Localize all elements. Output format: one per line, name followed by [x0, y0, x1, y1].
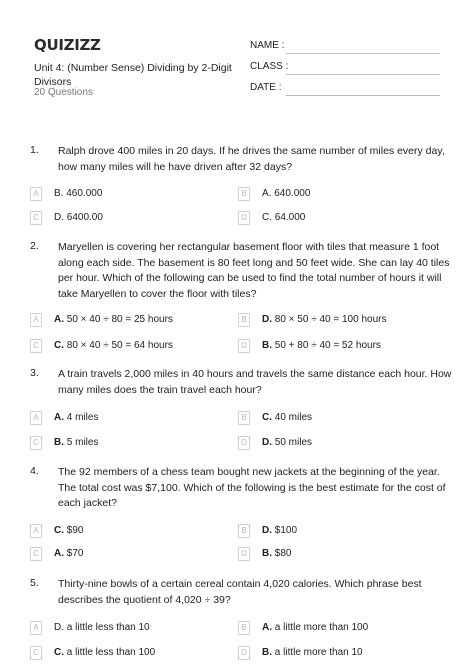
- option-text: B. $80: [262, 548, 292, 559]
- option-text: B. 460.000: [54, 188, 103, 199]
- option-text: A. $70: [54, 548, 84, 559]
- option-letter-box: B: [238, 313, 250, 327]
- date-label: DATE :: [250, 82, 282, 93]
- option-text: D. 80 × 50 ÷ 40 = 100 hours: [262, 314, 387, 325]
- option-letter-box: B: [238, 187, 250, 201]
- question-number: 4.: [30, 465, 39, 477]
- worksheet-header: [0, 0, 474, 112]
- question-text: Thirty-nine bowls of a certain cereal contain 4,020 calories. Which phrase best describes the quotient of 4,020 ÷ 39?: [58, 578, 422, 606]
- option-text: C. $90: [54, 525, 84, 536]
- question-count: 20 Questions: [34, 87, 93, 98]
- option-text: B. a little more than 10: [262, 647, 363, 658]
- option-letter-box: D: [238, 547, 250, 561]
- question-number: 5.: [30, 577, 39, 589]
- q4-option-d[interactable]: [238, 547, 418, 561]
- option-letter-box: C: [30, 646, 42, 660]
- option-letter-box: D: [238, 211, 250, 225]
- option-letter-box: D: [238, 646, 250, 660]
- q5-option-b[interactable]: [238, 621, 418, 635]
- option-text: C. 80 × 40 ÷ 50 = 64 hours: [54, 340, 173, 351]
- class-label: CLASS :: [250, 61, 289, 72]
- question-text: Maryellen is covering her rectangular basement floor with tiles that measure 1 foot along each side. The basement is 80 feet long and 50 feet wide. She can lay 40 tiles per hour. Which of the following can be used to find the total number of hours it will take Maryellen to cover the floor with tiles?: [58, 241, 450, 300]
- option-letter-box: D: [238, 436, 250, 450]
- q1-option-c[interactable]: [30, 211, 210, 225]
- option-text: A. 640.000: [262, 188, 311, 199]
- q1-option-b[interactable]: [238, 187, 418, 201]
- q3-option-d[interactable]: [238, 436, 418, 450]
- option-letter-box: C: [30, 436, 42, 450]
- option-text: D. 50 miles: [262, 437, 313, 448]
- option-letter-box: A: [30, 621, 42, 635]
- name-field[interactable]: [250, 40, 440, 54]
- class-field[interactable]: [250, 61, 440, 75]
- question-number: 1.: [30, 144, 39, 156]
- option-text: D. a little less than 10: [54, 622, 150, 633]
- option-text: C. a little less than 100: [54, 647, 156, 658]
- question-text: Ralph drove 400 miles in 20 days. If he drives the same number of miles every day, how many miles will he have driven after 32 days?: [58, 145, 445, 173]
- question-text: A train travels 2,000 miles in 40 hours and travels the same distance each hour. How many miles does the train travel each hour?: [58, 368, 452, 396]
- q3-option-c[interactable]: [30, 436, 210, 450]
- option-letter-box: A: [30, 411, 42, 425]
- question-text: The 92 members of a chess team bought new jackets at the beginning of the year. The total cost was $7,100. Which of the following is the best estimate for the cost of each jacket?: [58, 466, 446, 509]
- q2-option-c[interactable]: [30, 339, 210, 353]
- name-label: NAME :: [250, 40, 285, 51]
- q1-option-a[interactable]: [30, 187, 210, 201]
- option-letter-box: C: [30, 211, 42, 225]
- option-text: B. 50 + 80 ÷ 40 = 52 hours: [262, 340, 381, 351]
- option-text: C. 40 miles: [262, 412, 313, 423]
- q5-option-d[interactable]: [238, 646, 418, 660]
- option-letter-box: C: [30, 339, 42, 353]
- q5-option-a[interactable]: [30, 621, 210, 635]
- name-line[interactable]: [286, 53, 440, 54]
- worksheet-title: Unit 4: (Number Sense) Dividing by 2-Digit Divisors: [34, 62, 232, 88]
- q3-option-a[interactable]: [30, 411, 210, 425]
- option-text: D. 6400.00: [54, 212, 103, 223]
- option-letter-box: C: [30, 547, 42, 561]
- q4-option-c[interactable]: [30, 547, 210, 561]
- q5-option-c[interactable]: [30, 646, 210, 660]
- option-text: D. $100: [262, 525, 298, 536]
- option-text: C. 64.000: [262, 212, 306, 223]
- option-letter-box: A: [30, 524, 42, 538]
- class-line[interactable]: [286, 74, 440, 75]
- q3-option-b[interactable]: [238, 411, 418, 425]
- date-line[interactable]: [286, 95, 440, 96]
- option-letter-box: B: [238, 621, 250, 635]
- option-text: B. 5 miles: [54, 437, 99, 448]
- option-letter-box: A: [30, 187, 42, 201]
- q1-option-d[interactable]: [238, 211, 418, 225]
- question-number: 2.: [30, 240, 39, 252]
- q4-option-b[interactable]: [238, 524, 418, 538]
- q2-option-a[interactable]: [30, 313, 210, 327]
- option-text: A. a little more than 100: [262, 622, 369, 633]
- question-number: 3.: [30, 367, 39, 379]
- option-letter-box: B: [238, 524, 250, 538]
- q4-option-a[interactable]: [30, 524, 210, 538]
- date-field[interactable]: [250, 82, 440, 96]
- option-letter-box: D: [238, 339, 250, 353]
- q2-option-d[interactable]: [238, 339, 418, 353]
- option-text: A. 4 miles: [54, 412, 99, 423]
- option-letter-box: B: [238, 411, 250, 425]
- option-letter-box: A: [30, 313, 42, 327]
- option-text: A. 50 × 40 ÷ 80 = 25 hours: [54, 314, 173, 325]
- quizizz-logo: QUIZIZZ: [34, 36, 101, 54]
- q2-option-b[interactable]: [238, 313, 418, 327]
